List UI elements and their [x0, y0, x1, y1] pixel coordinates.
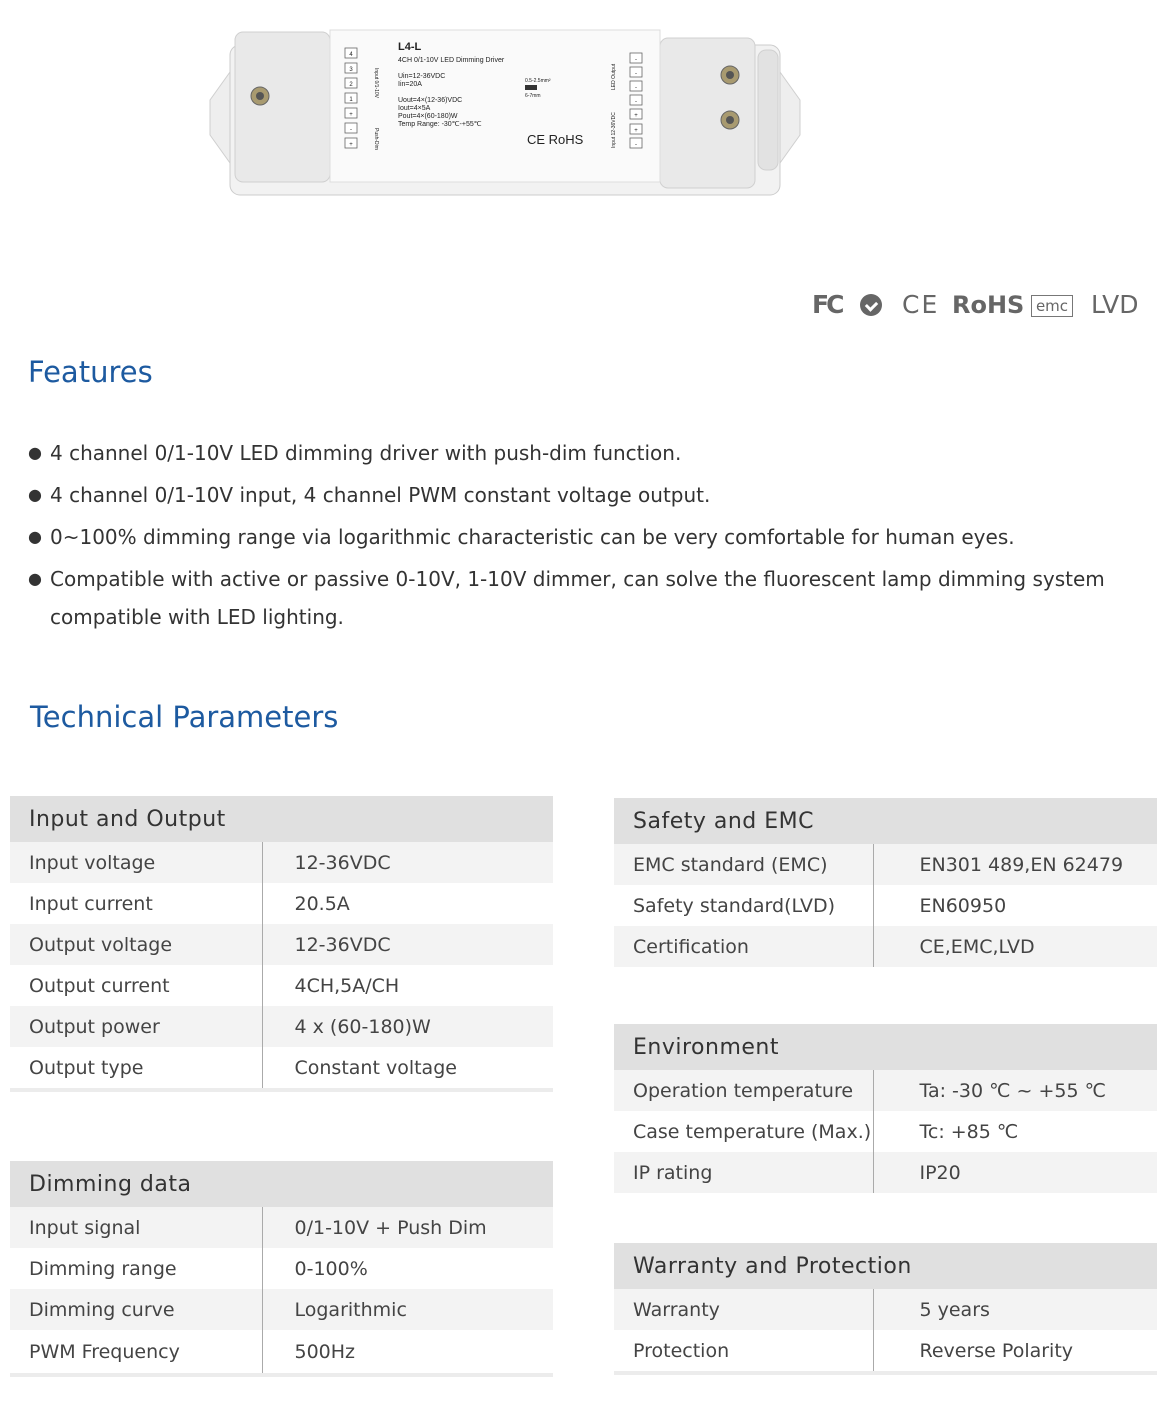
- table-title: Warranty and Protection: [614, 1243, 1157, 1289]
- param-label: Output current: [29, 974, 170, 997]
- param-value: 5 years: [873, 1289, 1157, 1330]
- param-value: 0/1-10V + Push Dim: [262, 1207, 553, 1248]
- param-value: 4 x (60-180)W: [262, 1006, 553, 1047]
- environment-table: [614, 1024, 1157, 1193]
- param-value: IP20: [873, 1152, 1157, 1193]
- param-label: IP rating: [614, 1152, 873, 1193]
- c-tick-logo: [860, 290, 884, 320]
- label-power-input: Input 12-36VDC: [611, 112, 617, 148]
- product-image: [205, 20, 805, 210]
- label-strip: 6-7mm: [525, 93, 541, 99]
- table-title: Environment: [614, 1024, 1157, 1070]
- terminal-right-7: -: [635, 142, 637, 148]
- param-label: Dimming range: [29, 1257, 177, 1280]
- label-input-side: Input 0/1-10V: [373, 68, 379, 99]
- param-value: 0-100%: [262, 1248, 553, 1289]
- feature-item: ● 4 channel 0/1-10V input, 4 channel PWM constant voltage output.: [28, 476, 1128, 514]
- terminal-left-3: 2: [349, 82, 353, 88]
- terminal-left-4: 1: [349, 97, 353, 103]
- label-wire: 0.5-2.5mm²: [525, 78, 551, 84]
- bullet-icon: ●: [28, 527, 42, 546]
- label-temp: Temp Range: -30℃-+55℃: [398, 121, 482, 128]
- param-value: 500Hz: [262, 1330, 553, 1373]
- label-marks: CE RoHS: [527, 132, 584, 147]
- table-title: Input and Output: [10, 796, 553, 842]
- param-label: Dimming curve: [10, 1289, 262, 1330]
- param-value: 4CH,5A/CH: [262, 965, 553, 1006]
- param-value: 20.5A: [262, 883, 553, 924]
- param-label: Safety standard(LVD): [633, 894, 836, 917]
- param-value: EN301 489,EN 62479: [873, 844, 1157, 885]
- param-label: PWM Frequency: [29, 1340, 180, 1363]
- label-pout: Pout=4×(60-180)W: [398, 113, 458, 120]
- param-label: Certification: [614, 926, 873, 967]
- terminal-left-2: 3: [349, 67, 353, 73]
- terminal-right-4: -: [635, 99, 637, 105]
- param-label: Input signal: [10, 1207, 262, 1248]
- lvd-logo: LVD: [1091, 290, 1139, 319]
- param-value: EN60950: [873, 885, 1157, 926]
- terminal-left-7: +: [349, 142, 353, 148]
- bullet-icon: ●: [28, 485, 42, 504]
- label-pushdim: Push-Dim: [373, 128, 379, 150]
- terminal-left-1: 4: [349, 52, 353, 58]
- dimming-data-table: [10, 1161, 553, 1377]
- terminal-right-1: -: [635, 57, 637, 63]
- emc-logo: emc: [1031, 295, 1073, 317]
- label-output-side: LED Output: [611, 63, 617, 90]
- param-label: EMC standard (EMC): [614, 844, 873, 885]
- feature-item: ● 0~100% dimming range via logarithmic characteristic can be very comfortable for human eyes.: [28, 518, 1128, 556]
- label-subtitle: 4CH 0/1-10V LED Dimming Driver: [398, 57, 505, 64]
- label-model: L4-L: [398, 41, 422, 53]
- terminal-right-2: -: [635, 71, 637, 77]
- param-label: Output power: [10, 1006, 262, 1047]
- terminal-left-5: +: [349, 112, 353, 118]
- terminal-right-6: +: [634, 128, 638, 134]
- param-value: Logarithmic: [262, 1289, 553, 1330]
- label-uout: Uout=4×(12-36)VDC: [398, 97, 463, 104]
- terminal-left-6: -: [350, 127, 352, 133]
- label-iin: Iin=20A: [398, 81, 422, 88]
- param-value: Tc: +85 ℃: [873, 1111, 1157, 1152]
- terminal-right-5: +: [634, 113, 638, 119]
- fc-logo: FC: [812, 290, 842, 319]
- rohs-logo: RoHS: [952, 291, 1025, 319]
- input-output-table: [10, 796, 553, 1092]
- param-value: 12-36VDC: [262, 842, 553, 883]
- table-title: Safety and EMC: [614, 798, 1157, 844]
- param-label: Operation temperature: [614, 1070, 873, 1111]
- label-iout: Iout=4×5A: [398, 105, 431, 112]
- label-uin: Uin=12-36VDC: [398, 73, 446, 80]
- feature-item: ● 4 channel 0/1-10V LED dimming driver with push-dim function.: [28, 434, 1128, 472]
- table-title: Dimming data: [10, 1161, 553, 1207]
- technical-parameters-title: Technical Parameters: [30, 700, 339, 734]
- safety-emc-table: [614, 798, 1157, 967]
- param-value: Reverse Polarity: [873, 1330, 1157, 1371]
- bullet-icon: ●: [28, 443, 42, 462]
- bullet-icon: ●: [28, 569, 42, 588]
- param-label: Protection: [633, 1339, 730, 1362]
- param-label: Case temperature (Max.): [633, 1120, 872, 1143]
- ce-logo: CE: [902, 290, 940, 319]
- terminal-right-3: -: [635, 85, 637, 91]
- param-label: Output voltage: [10, 924, 262, 965]
- param-value: Constant voltage: [262, 1047, 553, 1088]
- param-label: Input current: [29, 892, 153, 915]
- param-value: Ta: -30 ℃ ~ +55 ℃: [873, 1070, 1157, 1111]
- param-label: Warranty: [614, 1289, 873, 1330]
- param-label: Input voltage: [10, 842, 262, 883]
- warranty-protection-table: [614, 1243, 1157, 1375]
- features-list: [28, 434, 1128, 640]
- param-value: CE,EMC,LVD: [873, 926, 1157, 967]
- feature-item: ● Compatible with active or passive 0-10V, 1-10V dimmer, can solve the fluorescent lamp dimming system compatible with LED lighting.: [28, 560, 1128, 636]
- param-value: 12-36VDC: [262, 924, 553, 965]
- param-label: Output type: [29, 1056, 144, 1079]
- features-title: Features: [28, 355, 153, 389]
